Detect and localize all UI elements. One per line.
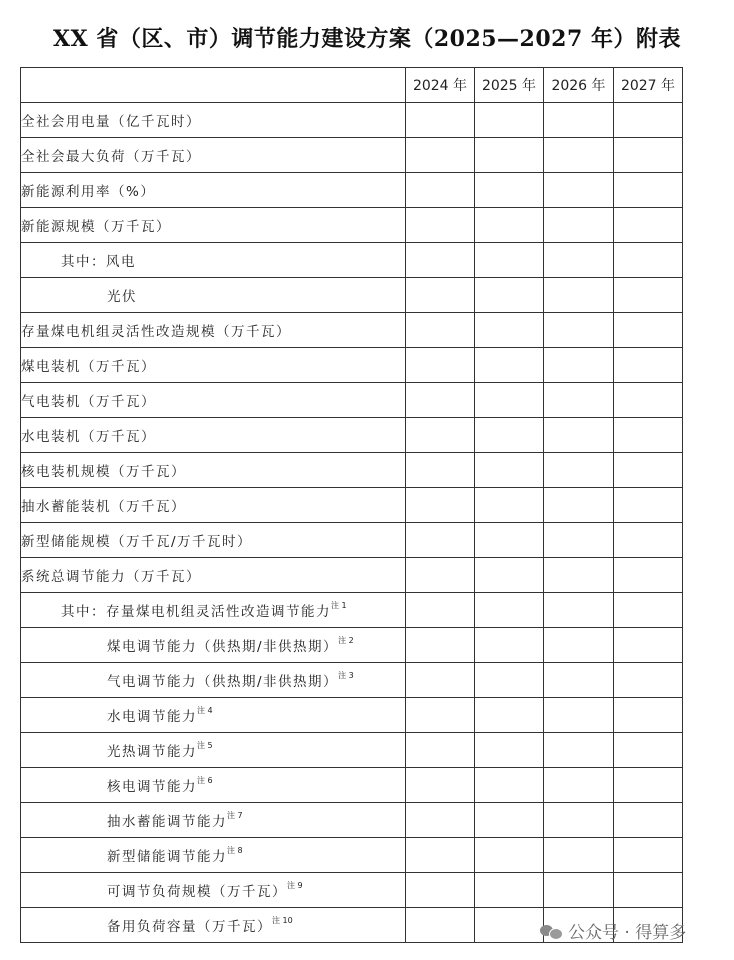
row-label-cell	[21, 348, 406, 383]
row-label: 煤电装机（万千瓦）	[21, 359, 156, 375]
row-label-cell	[21, 243, 406, 278]
value-cell	[614, 383, 683, 418]
row-label: 核电装机规模（万千瓦）	[21, 464, 186, 480]
value-cell	[475, 908, 544, 943]
row-label: 新能源利用率（%）	[21, 184, 156, 200]
table-row	[21, 348, 683, 383]
value-cell	[406, 453, 475, 488]
value-cell	[614, 208, 683, 243]
value-cell	[475, 418, 544, 453]
table-row	[21, 803, 683, 838]
row-label-cell	[21, 698, 406, 733]
value-cell	[614, 768, 683, 803]
value-cell	[544, 313, 614, 348]
value-cell	[614, 593, 683, 628]
row-label: 光伏	[107, 289, 137, 305]
footnote-marker: 注 1	[331, 600, 347, 610]
value-cell	[475, 663, 544, 698]
value-cell	[614, 558, 683, 593]
value-cell	[614, 803, 683, 838]
watermark-text: 公众号 · 得算多	[568, 923, 687, 943]
value-cell	[475, 173, 544, 208]
row-label: 其中：风电	[61, 254, 136, 270]
row-label: 气电调节能力（供热期/非供热期）	[107, 674, 339, 690]
value-cell	[406, 383, 475, 418]
row-label: 全社会最大负荷（万千瓦）	[21, 149, 201, 165]
value-cell	[544, 523, 614, 558]
value-cell	[475, 838, 544, 873]
row-label: 系统总调节能力（万千瓦）	[21, 569, 201, 585]
value-cell	[544, 488, 614, 523]
row-label: 抽水蓄能调节能力	[107, 814, 227, 830]
row-label-cell	[21, 628, 406, 663]
row-label-cell	[21, 418, 406, 453]
row-label-cell	[21, 663, 406, 698]
value-cell	[406, 103, 475, 138]
value-cell	[544, 733, 614, 768]
value-cell	[475, 278, 544, 313]
row-label: 气电装机（万千瓦）	[21, 394, 156, 410]
table-row	[21, 488, 683, 523]
value-cell	[406, 733, 475, 768]
row-label-cell	[21, 768, 406, 803]
footnote-marker: 注 8	[227, 845, 243, 855]
table-row	[21, 838, 683, 873]
value-cell	[475, 523, 544, 558]
value-cell	[406, 873, 475, 908]
row-label-cell	[21, 103, 406, 138]
value-cell	[614, 873, 683, 908]
appendix-table	[20, 67, 683, 943]
row-label: 煤电调节能力（供热期/非供热期）	[107, 639, 339, 655]
value-cell	[544, 593, 614, 628]
value-cell	[475, 558, 544, 593]
row-label-cell	[21, 453, 406, 488]
row-label: 其中：存量煤电机组灵活性改造调节能力	[61, 604, 331, 620]
row-label: 备用负荷容量（万千瓦）	[107, 919, 272, 935]
value-cell	[544, 628, 614, 663]
value-cell	[614, 628, 683, 663]
value-cell	[475, 243, 544, 278]
value-cell	[475, 348, 544, 383]
value-cell	[544, 348, 614, 383]
value-cell	[406, 173, 475, 208]
value-cell	[406, 768, 475, 803]
value-cell	[614, 348, 683, 383]
value-cell	[544, 768, 614, 803]
row-label: 水电调节能力	[107, 709, 197, 725]
row-label: 新型储能规模（万千瓦/万千瓦时）	[21, 534, 253, 550]
value-cell	[475, 103, 544, 138]
value-cell	[614, 838, 683, 873]
value-cell	[475, 453, 544, 488]
row-label: 核电调节能力	[107, 779, 197, 795]
table-row	[21, 558, 683, 593]
watermark	[540, 918, 686, 943]
value-cell	[406, 243, 475, 278]
footnote-marker: 注 7	[227, 810, 243, 820]
wechat-icon	[540, 923, 562, 939]
row-label-cell	[21, 313, 406, 348]
footnote-marker: 注 10	[272, 915, 293, 925]
value-cell	[544, 558, 614, 593]
value-cell	[475, 733, 544, 768]
value-cell	[614, 278, 683, 313]
value-cell	[406, 278, 475, 313]
row-label-cell	[21, 278, 406, 313]
value-cell	[544, 278, 614, 313]
value-cell	[544, 838, 614, 873]
row-label-cell	[21, 873, 406, 908]
row-label: 抽水蓄能装机（万千瓦）	[21, 499, 186, 515]
table-row	[21, 873, 683, 908]
value-cell	[406, 803, 475, 838]
value-cell	[614, 173, 683, 208]
value-cell	[406, 138, 475, 173]
value-cell	[544, 663, 614, 698]
value-cell	[406, 558, 475, 593]
footnote-marker: 注 6	[197, 775, 213, 785]
value-cell	[614, 453, 683, 488]
value-cell	[544, 103, 614, 138]
value-cell	[475, 698, 544, 733]
value-cell	[475, 313, 544, 348]
value-cell	[614, 313, 683, 348]
value-cell	[406, 488, 475, 523]
value-cell	[475, 628, 544, 663]
value-cell	[614, 523, 683, 558]
value-cell	[544, 208, 614, 243]
row-label-cell	[21, 838, 406, 873]
row-label: 光热调节能力	[107, 744, 197, 760]
year-header: 2025 年	[475, 68, 544, 103]
table-row	[21, 208, 683, 243]
table-row	[21, 243, 683, 278]
footnote-marker: 注 5	[197, 740, 213, 750]
value-cell	[406, 908, 475, 943]
footnote-marker: 注 9	[287, 880, 303, 890]
row-label: 全社会用电量（亿千瓦时）	[21, 114, 201, 130]
value-cell	[544, 453, 614, 488]
value-cell	[544, 803, 614, 838]
corner-cell	[21, 68, 406, 103]
value-cell	[614, 733, 683, 768]
value-cell	[406, 663, 475, 698]
value-cell	[475, 138, 544, 173]
row-label-cell	[21, 208, 406, 243]
value-cell	[475, 488, 544, 523]
value-cell	[614, 138, 683, 173]
row-label-cell	[21, 173, 406, 208]
table-row	[21, 768, 683, 803]
value-cell	[406, 313, 475, 348]
table-row	[21, 313, 683, 348]
value-cell	[406, 698, 475, 733]
value-cell	[475, 803, 544, 838]
value-cell	[544, 418, 614, 453]
table-row	[21, 173, 683, 208]
footnote-marker: 注 3	[338, 670, 354, 680]
footnote-marker: 注 4	[197, 705, 213, 715]
row-label-cell	[21, 383, 406, 418]
table-row	[21, 593, 683, 628]
page-title: XX 省（区、市）调节能力建设方案（2025—2027 年）附表	[53, 26, 681, 52]
year-header: 2026 年	[544, 68, 614, 103]
table-row	[21, 383, 683, 418]
row-label-cell	[21, 593, 406, 628]
value-cell	[406, 593, 475, 628]
value-cell	[614, 698, 683, 733]
value-cell	[406, 348, 475, 383]
row-label-cell	[21, 523, 406, 558]
value-cell	[614, 488, 683, 523]
value-cell	[614, 663, 683, 698]
value-cell	[475, 208, 544, 243]
value-cell	[544, 138, 614, 173]
value-cell	[475, 873, 544, 908]
row-label-cell	[21, 138, 406, 173]
row-label: 新能源规模（万千瓦）	[21, 219, 171, 235]
row-label-cell	[21, 558, 406, 593]
year-header: 2027 年	[614, 68, 683, 103]
value-cell	[406, 418, 475, 453]
value-cell	[544, 243, 614, 278]
row-label: 存量煤电机组灵活性改造规模（万千瓦）	[21, 324, 291, 340]
row-label: 新型储能调节能力	[107, 849, 227, 865]
value-cell	[544, 173, 614, 208]
value-cell	[406, 628, 475, 663]
value-cell	[544, 698, 614, 733]
year-header: 2024 年	[406, 68, 475, 103]
row-label: 可调节负荷规模（万千瓦）	[107, 884, 287, 900]
table-row	[21, 453, 683, 488]
value-cell	[475, 383, 544, 418]
table-row	[21, 103, 683, 138]
value-cell	[614, 243, 683, 278]
row-label-cell	[21, 488, 406, 523]
row-label-cell	[21, 803, 406, 838]
header-row	[21, 68, 683, 103]
value-cell	[614, 103, 683, 138]
table-row	[21, 663, 683, 698]
row-label-cell	[21, 908, 406, 943]
table-row	[21, 138, 683, 173]
value-cell	[475, 768, 544, 803]
value-cell	[406, 523, 475, 558]
table-row	[21, 628, 683, 663]
value-cell	[544, 383, 614, 418]
table-row	[21, 698, 683, 733]
value-cell	[406, 208, 475, 243]
value-cell	[614, 418, 683, 453]
table-row	[21, 278, 683, 313]
row-label-cell	[21, 733, 406, 768]
value-cell	[475, 593, 544, 628]
row-label: 水电装机（万千瓦）	[21, 429, 156, 445]
table-row	[21, 418, 683, 453]
table-row	[21, 733, 683, 768]
table-row	[21, 523, 683, 558]
footnote-marker: 注 2	[338, 635, 354, 645]
value-cell	[406, 838, 475, 873]
value-cell	[544, 873, 614, 908]
